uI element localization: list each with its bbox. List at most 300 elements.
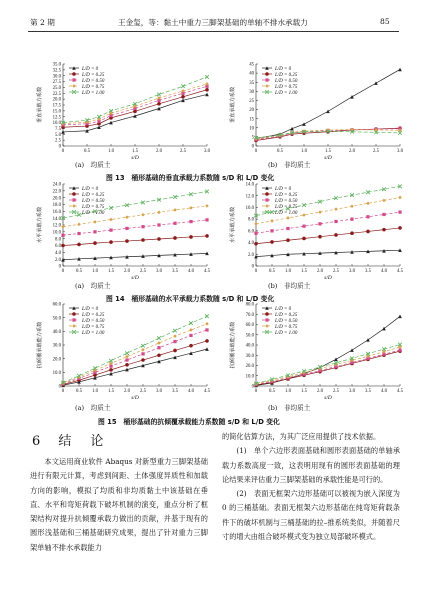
section-heading: [32, 430, 106, 449]
data-point: [366, 202, 370, 206]
y-tick-label: 14.0: [245, 182, 254, 188]
x-tick-label: 2.0: [124, 269, 130, 274]
x-tick-label: 1.0: [108, 149, 114, 154]
data-point: [72, 198, 75, 201]
data-point: [302, 237, 306, 241]
chart-fig15a: [25, 300, 215, 410]
x-tick-label: 0.5: [269, 269, 275, 274]
legend-label: L/D = 0: [275, 186, 292, 192]
legend-label: L/D = 0.50: [82, 318, 105, 324]
y-tick-label: 0: [58, 384, 61, 390]
y-tick-label: 30: [249, 89, 254, 95]
legend-label: L/D = 0.75: [82, 324, 105, 330]
data-point: [109, 218, 113, 222]
y-tick-label: 10: [249, 126, 254, 132]
legend-label: L/D = 0.25: [275, 312, 298, 318]
legend-label: L/D = 0.25: [275, 192, 298, 198]
data-point: [141, 352, 144, 355]
data-point: [270, 219, 274, 223]
data-point: [97, 125, 101, 129]
y-tick-label: 8.0: [248, 217, 254, 223]
data-point: [125, 227, 128, 230]
data-point: [72, 72, 76, 76]
data-point: [189, 220, 192, 223]
y-tick-label: 10.0: [52, 121, 61, 127]
data-point: [181, 84, 185, 88]
data-point: [382, 228, 386, 232]
data-point: [125, 239, 129, 243]
y-tick-label: 60.0: [52, 302, 61, 308]
data-point: [265, 192, 269, 196]
y-tick-label: 10.0: [245, 206, 254, 212]
data-point: [72, 318, 75, 321]
x-tick-label: 4.5: [204, 389, 210, 394]
x-tick-label: 2.5: [180, 149, 186, 154]
data-point: [265, 204, 269, 208]
legend-label: L/D = 0.75: [82, 204, 105, 210]
data-point: [334, 233, 338, 237]
data-point: [205, 204, 209, 208]
data-point: [77, 232, 80, 235]
data-point: [157, 107, 161, 111]
data-point: [189, 321, 193, 325]
legend-label: L/D = 1.00: [275, 330, 298, 336]
y-tick-label: 4.0: [248, 241, 254, 247]
data-point: [61, 225, 65, 229]
y-tick-label: 12.0: [52, 223, 61, 229]
data-point: [265, 198, 268, 201]
y-tick-label: 45: [249, 62, 254, 68]
data-point: [265, 324, 269, 328]
data-point: [265, 318, 268, 321]
data-point: [61, 234, 64, 237]
data-point: [398, 315, 402, 319]
data-point: [157, 341, 161, 345]
series-line: [63, 330, 207, 384]
x-tick-label: 3.5: [365, 389, 371, 394]
y-tick-label: 25: [249, 99, 254, 105]
data-point: [173, 208, 177, 212]
x-tick-label: 1.5: [325, 149, 331, 154]
x-tick-label: 0: [254, 149, 258, 154]
data-point: [125, 358, 128, 361]
series-line: [63, 349, 207, 385]
data-point: [302, 225, 305, 228]
legend-label: L/D = 0: [275, 66, 292, 72]
y-tick-label: 0: [58, 264, 61, 270]
y-tick-label: 15.0: [52, 109, 61, 115]
y-tick-label: 35: [249, 80, 254, 86]
data-point: [286, 238, 290, 242]
data-point: [382, 199, 386, 203]
data-point: [189, 328, 193, 332]
y-tick-label: 32.5: [52, 68, 61, 74]
right-column: [222, 430, 400, 544]
y-axis-label: 抗倾覆承载能力系数: [230, 321, 236, 369]
y-tick-label: 60.0: [245, 323, 254, 329]
legend-label: L/D = 1.00: [82, 210, 105, 216]
x-tick-label: 2.5: [140, 389, 146, 394]
data-point: [205, 218, 208, 221]
data-point: [205, 315, 209, 319]
subcaption-13a: (a) 均质土: [75, 161, 111, 169]
x-tick-label: 1.0: [285, 269, 291, 274]
x-tick-label: 3.0: [204, 149, 210, 154]
y-tick-label: 30.0: [52, 74, 61, 80]
running-title: 王金玺，等：黏土中重力三脚架基础的单轴不排水承载力: [118, 18, 308, 27]
y-tick-label: 18.0: [52, 203, 61, 209]
x-tick-label: 3.0: [349, 389, 355, 394]
x-tick-label: 4.0: [381, 389, 387, 394]
data-point: [93, 241, 97, 245]
data-point: [254, 222, 258, 226]
y-tick-label: 20.0: [52, 196, 61, 202]
y-tick-label: 30.0: [52, 343, 61, 349]
y-tick-label: 5: [251, 135, 254, 141]
header-rule: [28, 31, 399, 32]
data-point: [270, 229, 273, 232]
y-axis-label: 水平承载力系数: [37, 206, 43, 244]
y-tick-label: 20.0: [245, 364, 254, 370]
data-point: [141, 344, 145, 348]
y-tick-label: 7.5: [55, 127, 61, 133]
chart-fig15b: [218, 300, 408, 410]
data-point: [181, 95, 185, 99]
left-column: [30, 455, 208, 555]
y-tick-label: 27.5: [52, 80, 61, 86]
paragraph: (1) 单个六边形表面基础和圆形表面基础的单轴承载力系数高度一致，这表明用现有的圆形表面基础的理论结果来评估重力三脚架基础的承载性能是可行的。: [222, 446, 400, 484]
data-point: [72, 324, 76, 328]
x-axis-label: s/D: [131, 275, 139, 281]
data-point: [77, 223, 81, 227]
legend-label: L/D = 0.50: [82, 198, 105, 204]
data-point: [173, 222, 176, 225]
y-tick-label: 24.0: [52, 182, 61, 188]
data-point: [254, 242, 258, 246]
x-tick-label: 0: [61, 149, 65, 154]
data-point: [318, 235, 322, 239]
y-tick-label: 35.0: [52, 62, 61, 68]
data-point: [302, 122, 306, 126]
running-header: [0, 0, 427, 40]
x-tick-label: 0: [61, 389, 65, 394]
y-tick-label: 2.0: [248, 252, 254, 258]
x-tick-label: 1.0: [92, 269, 98, 274]
data-point: [173, 329, 177, 333]
x-tick-label: 0.5: [76, 269, 82, 274]
x-tick-label: 4.0: [188, 389, 194, 394]
x-tick-label: 4.5: [204, 269, 210, 274]
chart-fig14a: [25, 180, 215, 290]
x-axis-label: s/D: [131, 395, 139, 401]
legend-label: L/D = 0: [82, 306, 99, 312]
legend-label: L/D = 0.25: [275, 72, 298, 78]
data-point: [334, 220, 337, 223]
y-axis-label: 垂直承载力系数: [37, 86, 43, 124]
data-point: [93, 230, 96, 233]
subcaption-13b: (b) 非均质土: [268, 161, 311, 169]
section-title: 结 论: [58, 434, 107, 449]
x-tick-label: 2.0: [317, 389, 323, 394]
x-tick-label: 1.5: [301, 269, 307, 274]
y-tick-label: 12.5: [52, 115, 61, 121]
x-tick-label: 4.5: [397, 389, 403, 394]
y-tick-label: 14.0: [52, 216, 61, 222]
x-tick-label: 0.5: [76, 389, 82, 394]
data-point: [265, 84, 269, 88]
data-point: [302, 213, 306, 217]
series-line: [63, 341, 207, 385]
legend-label: L/D = 0.75: [275, 84, 298, 90]
data-point: [61, 244, 65, 248]
subcaption-15a: (a) 均质土: [75, 404, 111, 412]
paragraph: 本文运用商业软件 Abaqus 对新型重力三脚架基础进行有限元计算，考虑到间距、土体强度异质性和加载方向的影响，模拟了均质和非均质黏土中该基础在垂直、水平和弯矩荷载下破坏机制的演变，重点分析了框架结构对提升抗倾覆承载力做出的贡献，并基于现有的圆形浅基础和三桶基础研究成果，提出了针对重力三脚架单轴不排水承载能力: [30, 457, 208, 552]
data-point: [350, 218, 353, 221]
data-point: [157, 223, 160, 226]
data-point: [205, 322, 209, 326]
data-point: [157, 102, 161, 106]
figure-13-caption: 图 13 桶形基础的垂直承载力系数随 s/D 和 L/D 变化: [106, 174, 275, 182]
x-tick-label: 0.5: [277, 149, 283, 154]
data-point: [189, 235, 193, 239]
data-point: [77, 243, 81, 247]
y-axis-label: 水平承载力系数: [230, 206, 236, 244]
x-tick-label: 1.0: [285, 389, 291, 394]
paragraph: (2) 表面无框架六边形基础可以被视为嵌入深度为 0 的三桶基础。表面无框架六边形基础在纯弯矩荷载条件下的破坏机制与三桶基础的拉–推系统类似，并随着尺寸的增大由组合破坏模式变为独立局部破坏模式。: [222, 489, 400, 542]
data-point: [189, 206, 193, 210]
legend-label: L/D = 0.25: [82, 192, 105, 198]
data-point: [173, 334, 177, 338]
data-point: [157, 346, 160, 349]
y-tick-label: 16.0: [52, 209, 61, 215]
data-point: [398, 196, 402, 200]
data-point: [350, 95, 354, 99]
legend-label: L/D = 0.75: [275, 324, 298, 330]
data-point: [125, 363, 129, 367]
y-tick-label: 25.0: [52, 86, 61, 92]
data-point: [141, 348, 145, 352]
y-tick-label: 20.0: [52, 357, 61, 363]
subcaption-15b: (b) 非均质土: [268, 404, 311, 412]
data-point: [254, 232, 257, 235]
y-tick-label: 6.0: [55, 244, 61, 250]
x-tick-label: 4.0: [188, 269, 194, 274]
data-point: [205, 75, 209, 79]
data-point: [109, 240, 113, 244]
series-line: [63, 253, 207, 259]
y-tick-label: 22.0: [52, 189, 61, 195]
data-point: [72, 78, 75, 81]
x-tick-label: 0.5: [269, 389, 275, 394]
data-point: [157, 237, 161, 241]
y-tick-label: 6.0: [248, 229, 254, 235]
y-tick-label: 10.0: [52, 370, 61, 376]
x-tick-label: 1.5: [132, 149, 138, 154]
data-point: [398, 349, 401, 352]
data-point: [157, 211, 161, 215]
legend-label: L/D = 0: [82, 66, 99, 72]
figure-15-caption: 图 15 桶形基础的抗倾覆承载能力系数随 s/D 和 L/D 变化: [98, 418, 280, 426]
figure-14-caption: 图 14 桶形基础的水平承载力系数随 s/D 和 L/D 变化: [106, 295, 275, 303]
y-tick-label: 0: [251, 384, 254, 390]
legend-label: L/D = 0.25: [82, 72, 105, 78]
y-tick-label: 4.0: [55, 250, 61, 256]
x-tick-label: 1.5: [108, 269, 114, 274]
data-point: [290, 127, 294, 131]
x-tick-label: 2.5: [373, 149, 379, 154]
data-point: [398, 210, 401, 213]
data-point: [205, 234, 209, 238]
chart-fig13b: [218, 60, 408, 170]
x-tick-label: 0: [254, 389, 258, 394]
data-point: [318, 222, 321, 225]
data-point: [350, 231, 354, 235]
data-point: [374, 81, 378, 85]
data-point: [334, 207, 338, 211]
x-axis-label: s/D: [324, 155, 332, 161]
y-tick-label: 50.0: [52, 316, 61, 322]
x-tick-label: 3.0: [397, 149, 403, 154]
data-point: [334, 358, 338, 362]
x-tick-label: 3.0: [349, 269, 355, 274]
x-tick-label: 0: [254, 269, 258, 274]
x-tick-label: 1.5: [301, 389, 307, 394]
chart-fig14b: [218, 180, 408, 290]
x-tick-label: 2.5: [333, 389, 339, 394]
x-tick-label: 1.0: [92, 389, 98, 394]
x-tick-label: 4.5: [397, 269, 403, 274]
data-point: [382, 213, 385, 216]
data-point: [205, 88, 209, 92]
x-tick-label: 3.0: [156, 269, 162, 274]
x-tick-label: 2.0: [124, 389, 130, 394]
data-point: [173, 236, 177, 240]
data-point: [318, 210, 322, 214]
data-point: [173, 349, 177, 353]
data-point: [265, 312, 269, 316]
legend-label: L/D = 0.25: [82, 312, 105, 318]
y-tick-label: 40: [249, 71, 254, 77]
x-tick-label: 2.0: [317, 269, 323, 274]
y-tick-label: 15: [249, 117, 254, 123]
y-tick-label: 2.0: [55, 257, 61, 263]
x-axis-label: s/D: [131, 155, 139, 161]
series-line: [63, 220, 207, 235]
data-point: [141, 213, 145, 217]
section-number: 6: [32, 434, 44, 449]
y-tick-label: 0: [58, 144, 61, 150]
data-point: [109, 368, 113, 372]
x-tick-label: 0.5: [84, 149, 90, 154]
x-tick-label: 3.5: [172, 389, 178, 394]
y-tick-label: 40.0: [52, 329, 61, 335]
legend-label: L/D = 0.75: [82, 84, 105, 90]
page-number: 85: [380, 17, 390, 26]
legend-label: L/D = 0.50: [275, 198, 298, 204]
data-point: [72, 84, 76, 88]
legend-label: L/D = 1.00: [82, 330, 105, 336]
data-point: [326, 110, 330, 114]
chart-fig13a: [25, 60, 215, 170]
y-tick-label: 50.0: [245, 333, 254, 339]
paragraph: 的简化估算方法，为其广泛应用提供了技术依据。: [222, 432, 381, 441]
legend-label: L/D = 0.50: [82, 78, 105, 84]
legend-label: L/D = 0.75: [275, 204, 298, 210]
data-point: [125, 215, 129, 219]
x-tick-label: 1.0: [301, 149, 307, 154]
x-tick-label: 0: [61, 269, 65, 274]
y-tick-label: 12.0: [245, 194, 254, 200]
data-point: [265, 78, 268, 81]
x-tick-label: 3.5: [172, 269, 178, 274]
data-point: [157, 353, 161, 357]
data-point: [173, 340, 176, 343]
data-point: [189, 344, 193, 348]
data-point: [125, 355, 129, 359]
data-point: [141, 238, 145, 242]
x-axis-label: s/D: [324, 275, 332, 281]
y-axis-label: 垂直承载力系数: [230, 86, 236, 124]
data-point: [93, 220, 97, 224]
data-point: [125, 351, 129, 355]
data-point: [157, 93, 161, 97]
x-tick-label: 3.0: [156, 389, 162, 394]
data-point: [366, 230, 370, 234]
series-line: [256, 250, 400, 256]
y-tick-label: 10.0: [245, 374, 254, 380]
data-point: [72, 192, 76, 196]
y-tick-label: 0: [251, 264, 254, 270]
data-point: [366, 215, 369, 218]
y-tick-label: 17.5: [52, 103, 61, 109]
y-tick-label: 70.0: [245, 312, 254, 318]
subcaption-14b: (b) 非均质土: [268, 282, 311, 290]
x-tick-label: 3.5: [365, 269, 371, 274]
series-line: [63, 236, 207, 246]
legend-label: L/D = 1.00: [275, 210, 298, 216]
y-tick-label: 5.0: [55, 132, 61, 138]
x-axis-label: s/D: [324, 395, 332, 401]
data-point: [141, 358, 145, 362]
legend-label: L/D = 1.00: [82, 90, 105, 96]
data-point: [286, 216, 290, 220]
y-tick-label: 20: [249, 108, 254, 114]
data-point: [189, 334, 192, 337]
x-tick-label: 2.5: [333, 269, 339, 274]
y-tick-label: 40.0: [245, 343, 254, 349]
data-point: [205, 339, 209, 343]
legend-label: L/D = 0: [275, 306, 292, 312]
legend-label: L/D = 0: [82, 186, 99, 192]
x-tick-label: 1.5: [108, 389, 114, 394]
data-point: [398, 226, 402, 230]
data-point: [270, 240, 274, 244]
x-tick-label: 4.0: [381, 269, 387, 274]
issue-number: 第 2 期: [30, 18, 55, 27]
data-point: [72, 312, 76, 316]
y-tick-label: 80.0: [245, 302, 254, 308]
data-point: [398, 68, 402, 72]
y-tick-label: 22.5: [52, 91, 61, 97]
x-tick-label: 2.0: [349, 149, 355, 154]
subcaption-14a: (a) 均质土: [75, 282, 111, 290]
y-tick-label: 8.0: [55, 237, 61, 243]
x-tick-label: 2.0: [156, 149, 162, 154]
data-point: [350, 348, 354, 352]
data-point: [205, 328, 208, 331]
y-tick-label: 0: [251, 144, 254, 150]
y-axis-label: 抗倾覆承载能力系数: [37, 321, 43, 369]
